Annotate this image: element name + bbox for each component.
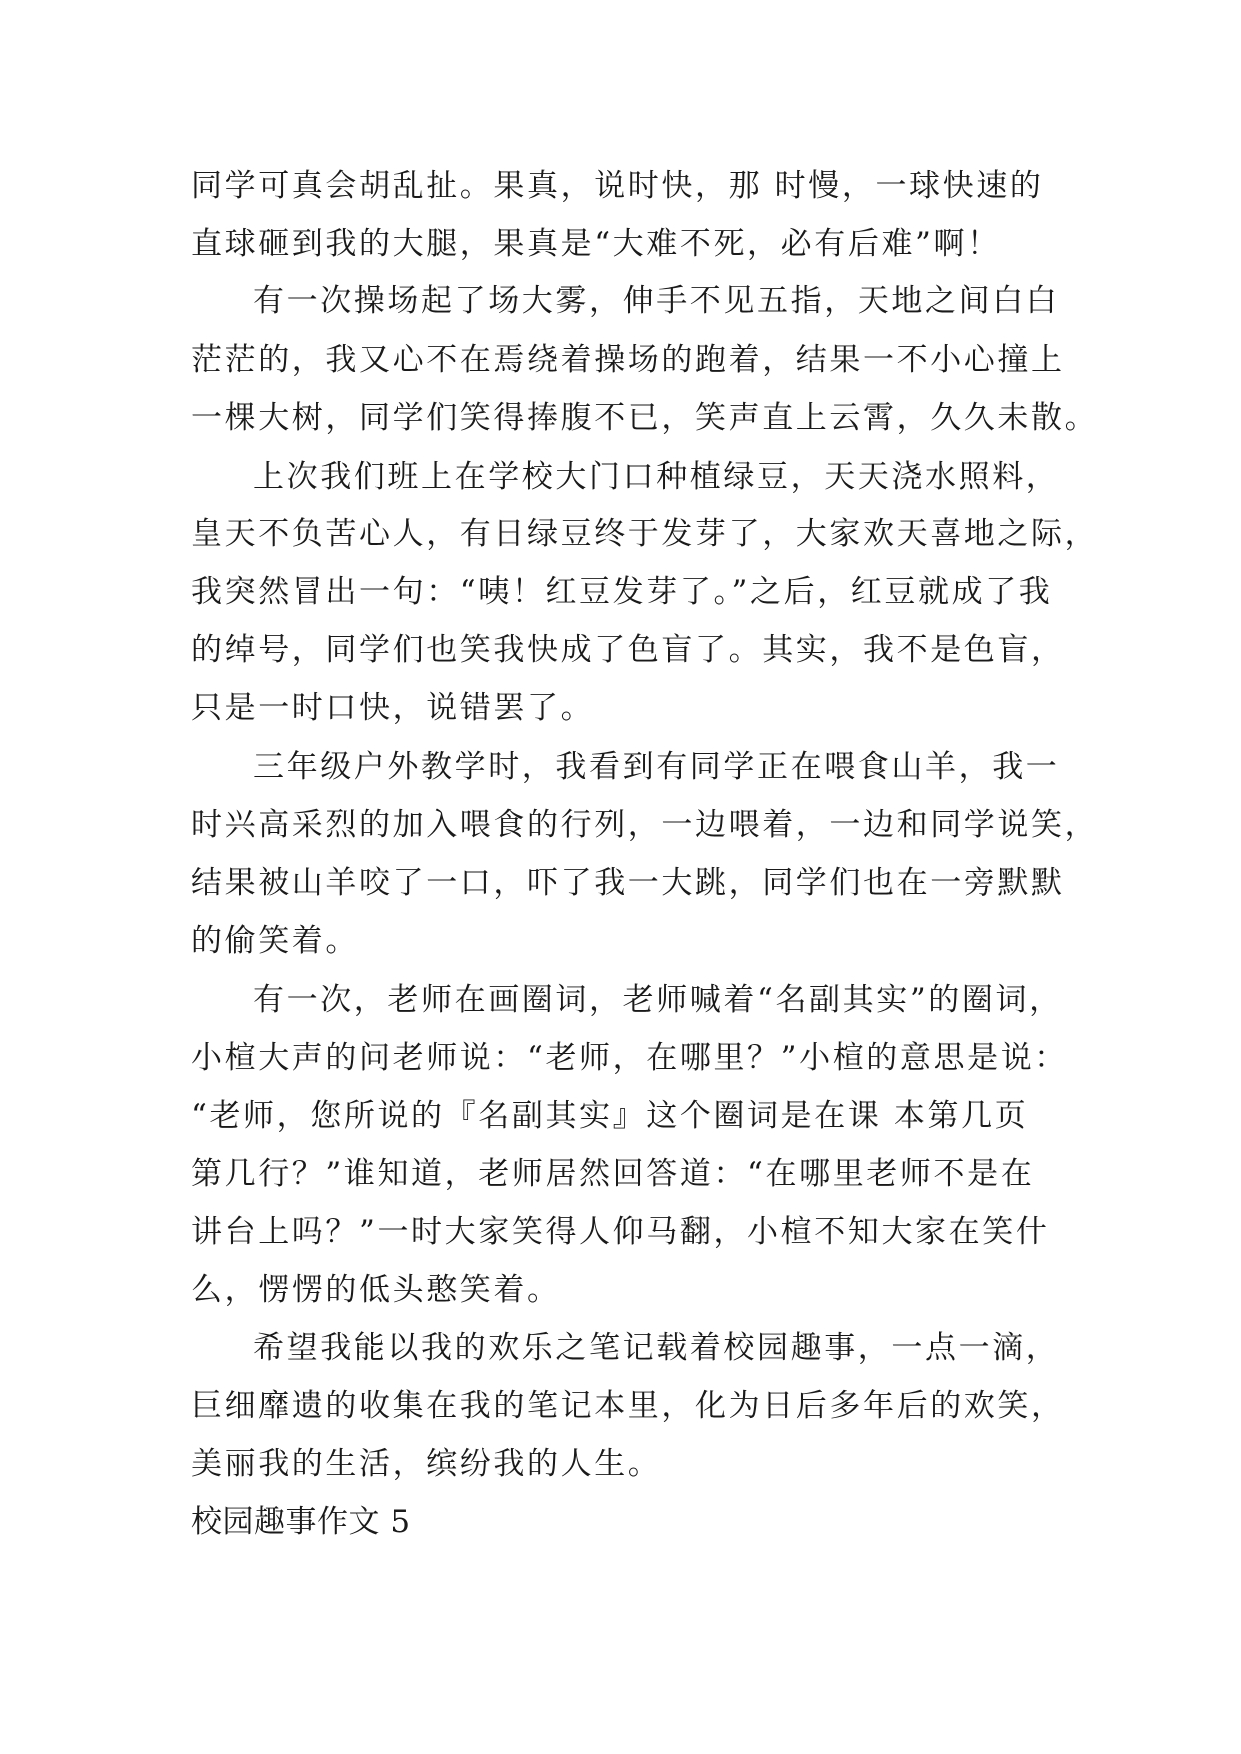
text-line: 皇天不负苦心人，有日绿豆终于发芽了，大家欢天喜地之际， (191, 516, 1099, 552)
text-line: 结果被山羊咬了一口，吓了我一大跳，同学们也在一旁默默 (191, 865, 1065, 901)
section-heading: 校园趣事作文 5 (191, 1504, 411, 1540)
text-line: 小楦大声的问老师说：“老师，在哪里？”小楦的意思是说： (191, 1040, 1068, 1076)
text-line: 时兴高采烈的加入喂食的行列，一边喂着，一边和同学说笑， (191, 807, 1099, 843)
paragraph-start-line: 三年级户外教学时，我看到有同学正在喂食山羊，我一 (253, 749, 1060, 785)
text-line: 第几行？”谁知道，老师居然回答道：“在哪里老师不是在 (191, 1156, 1035, 1192)
text-line: 讲台上吗？”一时大家笑得人仰马翻，小楦不知大家在笑什 (191, 1214, 1050, 1250)
paragraph-start-line: 希望我能以我的欢乐之笔记载着校园趣事，一点一滴， (253, 1330, 1060, 1366)
paragraph-start-line: 上次我们班上在学校大门口种植绿豆，天天浇水照料， (253, 459, 1060, 495)
text-line: 同学可真会胡乱扯。果真，说时快，那 时慢，一球快速的 (191, 168, 1044, 204)
text-line: 一棵大树，同学们笑得捧腹不已，笑声直上云霄，久久未散。 (191, 400, 1099, 436)
text-line: 的绰号，同学们也笑我快成了色盲了。其实，我不是色盲， (191, 632, 1065, 668)
text-line: 只是一时口快，说错罢了。 (191, 690, 595, 726)
text-line: “老师，您所说的『名副其实』这个圈词是在课 本第几页 (191, 1098, 1029, 1134)
paragraph-start-line: 有一次，老师在画圈词，老师喊着“名副其实”的圈词， (253, 982, 1063, 1018)
text-line: 美丽我的生活，缤纷我的人生。 (191, 1446, 662, 1482)
text-line: 巨细靡遗的收集在我的笔记本里，化为日后多年后的欢笑， (191, 1388, 1065, 1424)
text-line: 的偷笑着。 (191, 923, 359, 959)
text-line: 茫茫的，我又心不在焉绕着操场的跑着，结果一不小心撞上 (191, 342, 1065, 378)
text-line: 直球砸到我的大腿，果真是“大难不死，必有后难”啊！ (191, 226, 1001, 262)
text-line: 我突然冒出一句：“咦！红豆发芽了。”之后，红豆就成了我 (191, 574, 1053, 610)
paragraph-start-line: 有一次操场起了场大雾，伸手不见五指，天地之间白白 (253, 283, 1060, 319)
text-line: 么，愣愣的低头憨笑着。 (191, 1272, 561, 1308)
